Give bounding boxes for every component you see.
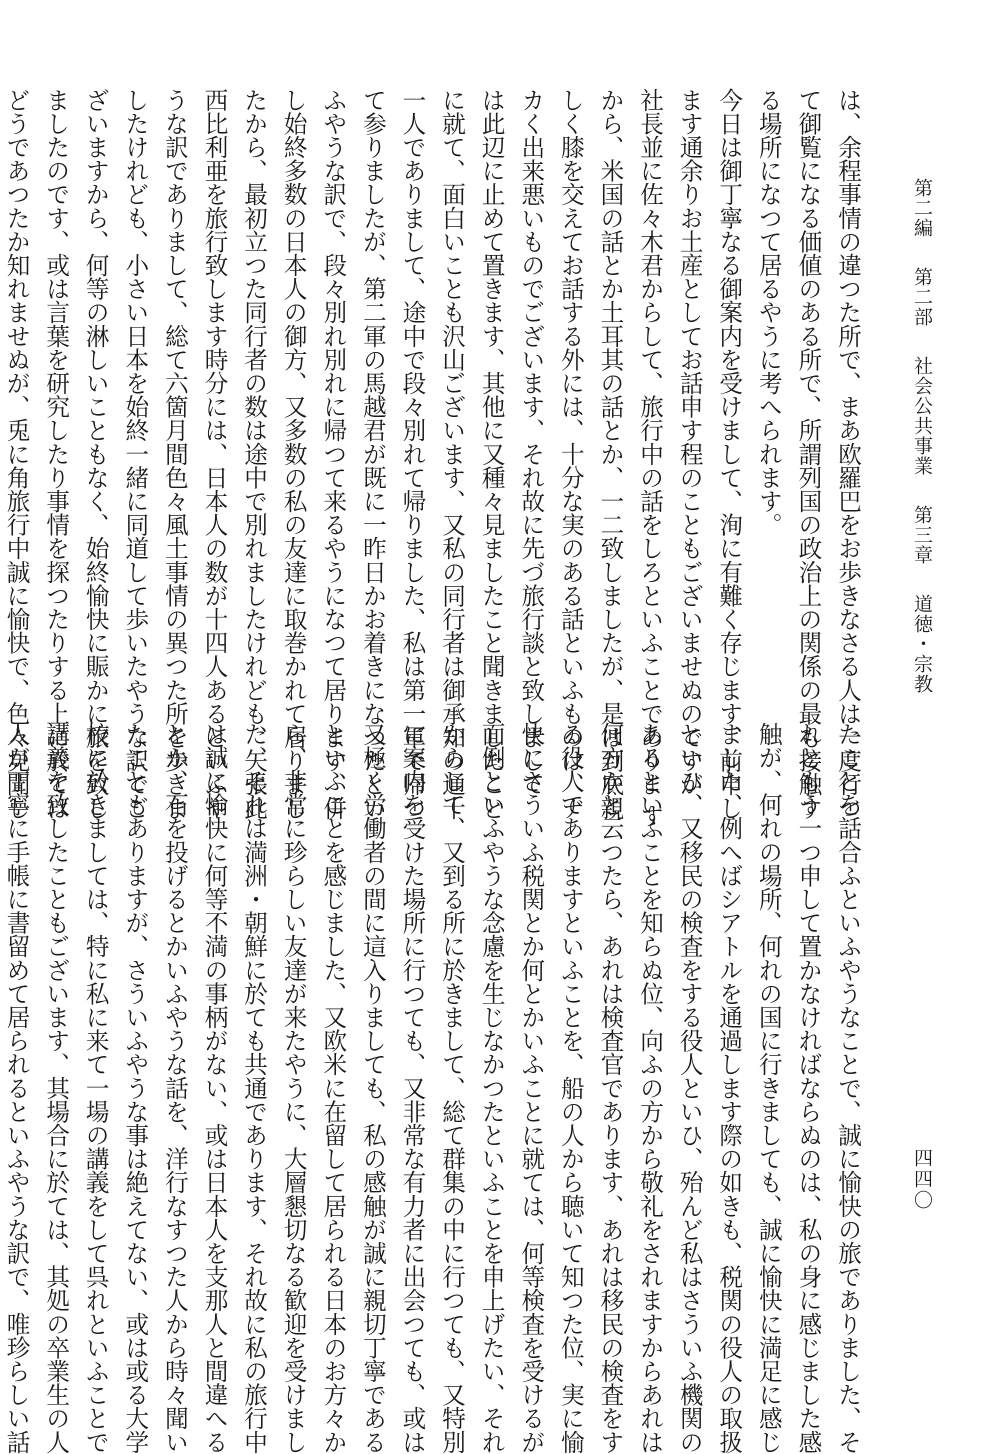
text-column: ます通余りお土産としてお話申す程のこともございませぬのですが xyxy=(675,88,704,796)
text-column: て参りましたが、第二軍の馬越君が既に一昨日かお着きになつたとい xyxy=(358,88,387,820)
text-column: る役人でありますといふことを、船の人から聴いて知つた位、実に愉 xyxy=(556,722,585,1454)
text-column: といふことを感じました、又欧米に在留して居られる日本のお方々か xyxy=(319,722,348,1454)
lower-text-block xyxy=(2,722,867,1454)
text-column: る場所になつて居るやうに考へられます。 xyxy=(754,88,783,537)
header-chapter-title: 道徳・宗教 xyxy=(911,594,933,695)
text-column: うな訳でありまして、総て六箇月間色々風土事情の異つた所を歩きま xyxy=(160,88,189,820)
text-column: たことを話合ふといふやうなことで、誠に愉快の旅でありました、そ xyxy=(834,722,862,1454)
text-column: 西比利亜を旅行致します時分には、日本人の数が十四人あるといふや xyxy=(200,88,229,820)
running-header xyxy=(902,178,942,718)
text-column: 何方かと云つたら、あれは検査官であります、あれは移民の検査をす xyxy=(596,722,625,1454)
header-part-volume: 第二編 xyxy=(911,178,933,238)
text-column: し始終多数の日本人の御方、又多数の私の友達に取巻かれて居りまし xyxy=(279,88,308,820)
text-column: どうであつたか知れませぬが、兎に角旅行中誠に愉快で、色々見聞し xyxy=(2,88,31,820)
text-column: 触が、何れの場所、何れの国に行きましても、誠に愉快に満足に感じ xyxy=(754,722,783,1454)
text-column: れともう一つ申して置かなければならぬのは、私の身に感じました感 xyxy=(794,722,823,1454)
text-column: から、米国の話とか土耳其の話とか、一二致しましたが、是は到底親 xyxy=(596,88,625,820)
text-column: 又極く労働者の間に這入りましても、私の感触が誠に親切丁寧である xyxy=(358,722,387,1454)
text-column: したけれども、小さい日本を始終一緒に同道して歩いたやうな訳でご xyxy=(121,88,150,820)
page-number: 四四〇 xyxy=(911,1148,933,1211)
text-column: て御覧になる価値のある所で、所謂列国の政治上の関係の最も接触す xyxy=(794,88,823,820)
text-column: 面倒といふやうな念慮を生じなかつたといふことを申上げたい、それ xyxy=(477,722,506,1454)
text-column: ましたのです、或は言葉を研究したり事情を探つたりする上に於ては xyxy=(42,88,71,820)
text-column: たこともありますが、さういふやうな事は絶えてない、或は或る大学 xyxy=(121,722,150,1454)
text-column: ました、例へばシアトルを通過します際の如きも、税関の役人の取扱 xyxy=(715,722,744,1454)
text-column: ら、非常に珍らしい友達が来たやうに、大層懇切なる歓迎を受けまし xyxy=(279,722,308,1454)
text-column: は此辺に止めて置きます、其他に又種々見ましたこと聞きましたこと xyxy=(477,88,506,820)
header-part-topic: 社会公共事業 xyxy=(911,356,933,477)
text-column: ざいますから、何等の淋しいこともなく、始終愉快に賑かに旅を致し xyxy=(81,88,110,820)
text-column: 校に於きましては、特に私に来て一場の講義をして呉れといふことで xyxy=(81,722,110,1454)
text-column: 人が丁寧に手帳に書留めて居られるといふやうな訳で、唯珍らしい話 xyxy=(2,722,31,1454)
text-column: カく出来悪いものでございます、それ故に先づ旅行談と致しまして xyxy=(517,88,546,796)
header-part-section: 第二部 xyxy=(911,267,933,328)
text-column: 講義を致したこともございます、其場合に於ては、其処の卒業生の人 xyxy=(42,722,71,1454)
text-column: しく膝を交えてお話する外には、十分な実のある話といふものは、ナ xyxy=(556,88,585,820)
text-column: 社長並に佐々木君からして、旅行中の話をしろといふことでありま す xyxy=(636,88,665,828)
header-chapter-number: 第三章 xyxy=(911,505,933,566)
text-column: からして、又到る所に於きまして、総て群集の中に行つても、又特別 xyxy=(438,722,467,1454)
upper-text-block xyxy=(2,88,867,828)
text-column: 一人でありまして、途中で段々別れて帰りました、私は第一軍で帰つ xyxy=(398,88,427,820)
text-column: とか、石を投げるとかいふやうな話を、洋行なすつた人から時々聞い xyxy=(160,722,189,1454)
text-column: 快にさういふ税関とか何とかいふことに就ては、何等検査を受けるが xyxy=(517,722,546,1454)
text-column: に就て、面白いことも沢山ございます、又私の同行者は御承知の通十 xyxy=(438,88,467,820)
text-column: たから、最初立つた同行者の数は途中で別れましたけれども、矢張此 xyxy=(240,88,269,820)
text-column: は誠に愉快に何等不満の事柄がない、或は日本人を支那人と間違へる xyxy=(200,722,229,1454)
text-column: ふやうな訳で、段々別れ別れに帰つて来るやうになつて居ります、併 xyxy=(319,88,348,820)
text-column: あるといふことを知らぬ位、向ふの方から敬礼をされますからあれは xyxy=(636,722,665,1454)
text-column: た、それは満洲・朝鮮に於ても共通であります、それ故に私の旅行中 xyxy=(240,722,269,1454)
text-column: に案内を受けた場所に行つても、又非常な有力者に出会つても、或は xyxy=(398,722,427,1454)
text-column: 今日は御丁寧なる御案内を受けまして、洵に有難く存じます、前申し xyxy=(715,88,744,820)
text-column: といひ、又移民の検査をする役人といひ、殆んど私はさういふ機関の xyxy=(675,722,704,1454)
text-column: は、余程事情の違つた所で、まあ欧羅巴をお歩きなさる人は一度行つ xyxy=(834,88,862,820)
